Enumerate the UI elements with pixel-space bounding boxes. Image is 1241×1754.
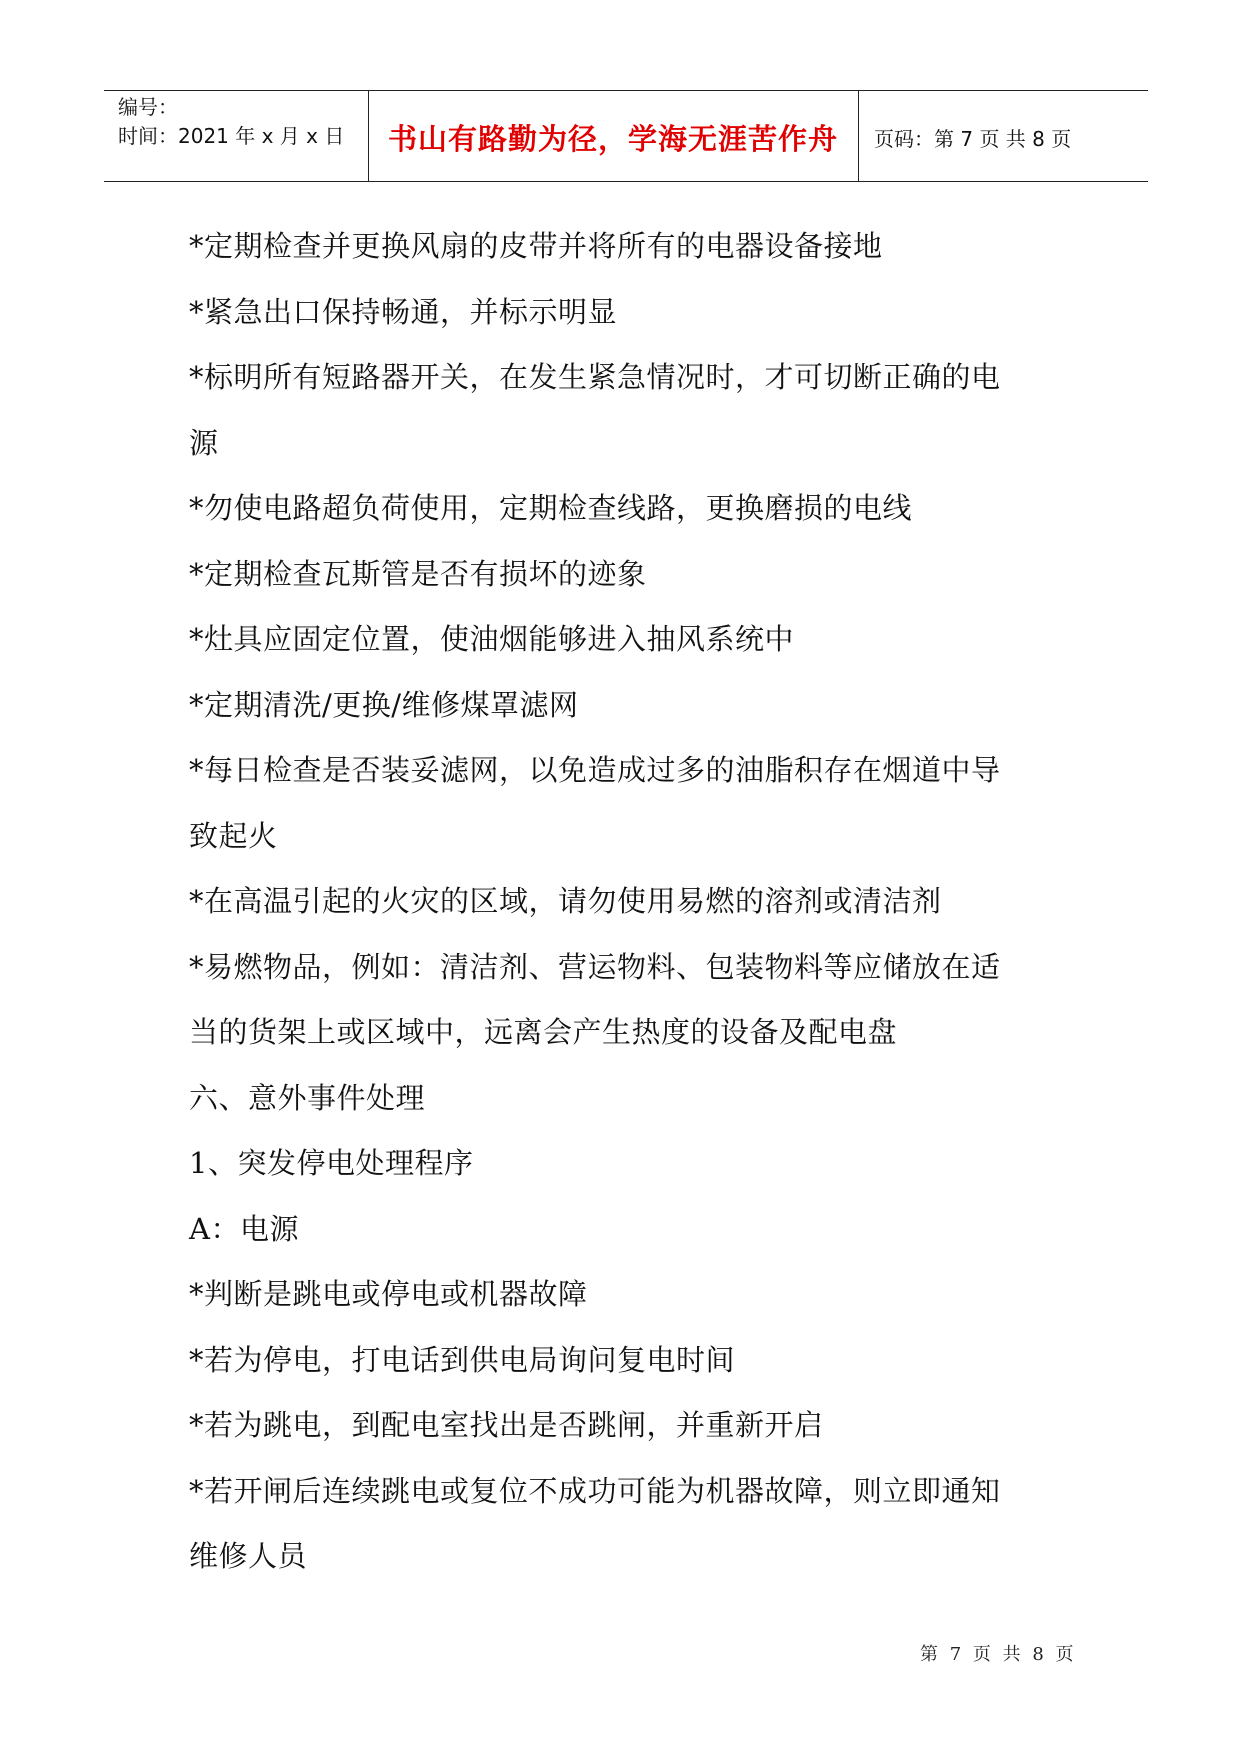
- serial-number-label: 编号：: [118, 95, 178, 119]
- document-body: [189, 214, 1069, 1590]
- body-line: *判断是跳电或停电或机器故障: [189, 1277, 588, 1311]
- page-footer: 第 7 页 共 8 页: [920, 1644, 1077, 1665]
- body-line: *在高温引起的火灾的区域，请勿使用易燃的溶剂或清洁剂: [189, 884, 942, 918]
- body-line: *每日检查是否装妥滤网，以免造成过多的油脂积存在烟道中导: [189, 753, 1001, 787]
- subsection-heading: 1、突发停电处理程序: [189, 1146, 474, 1180]
- subsection-label: A：电源: [189, 1211, 299, 1246]
- header-meta: [118, 93, 344, 151]
- body-line: *灶具应固定位置，使油烟能够进入抽风系统中: [189, 622, 795, 656]
- header-divider-right: [858, 91, 859, 181]
- header-page-number: 页码：第 7 页 共 8 页: [874, 126, 1072, 151]
- body-line: *勿使电路超负荷使用，定期检查线路，更换磨损的电线: [189, 491, 913, 525]
- body-line: 致起火: [189, 818, 278, 853]
- body-line: *定期检查并更换风扇的皮带并将所有的电器设备接地: [189, 229, 883, 263]
- body-line: 维修人员: [189, 1539, 308, 1573]
- body-line: *定期清洗/更换/维修煤罩滤网: [189, 687, 579, 722]
- body-line: *定期检查瓦斯管是否有损坏的迹象: [189, 556, 647, 591]
- body-line: *标明所有短路器开关，在发生紧急情况时，才可切断正确的电: [189, 360, 1001, 394]
- document-header: [104, 90, 1148, 182]
- body-line: 当的货架上或区域中，远离会产生热度的设备及配电盘: [189, 1015, 898, 1049]
- body-line: *若为停电，打电话到供电局询问复电时间: [189, 1342, 736, 1377]
- date-label: 时间：2021 年 x 月 x 日: [118, 124, 345, 148]
- body-line: *若开闸后连续跳电或复位不成功可能为机器故障，则立即通知: [189, 1473, 1001, 1508]
- body-line: *易燃物品，例如：清洁剂、营运物料、包装物料等应储放在适: [189, 949, 1001, 984]
- body-line: *若为跳电，到配电室找出是否跳闸，并重新开启: [189, 1408, 824, 1442]
- body-line: 源: [189, 425, 219, 460]
- body-line: *紧急出口保持畅通，并标示明显: [189, 294, 618, 329]
- section-heading: 六、意外事件处理: [189, 1080, 426, 1115]
- header-motto: 书山有路勤为径，学海无涯苦作舟: [387, 121, 838, 156]
